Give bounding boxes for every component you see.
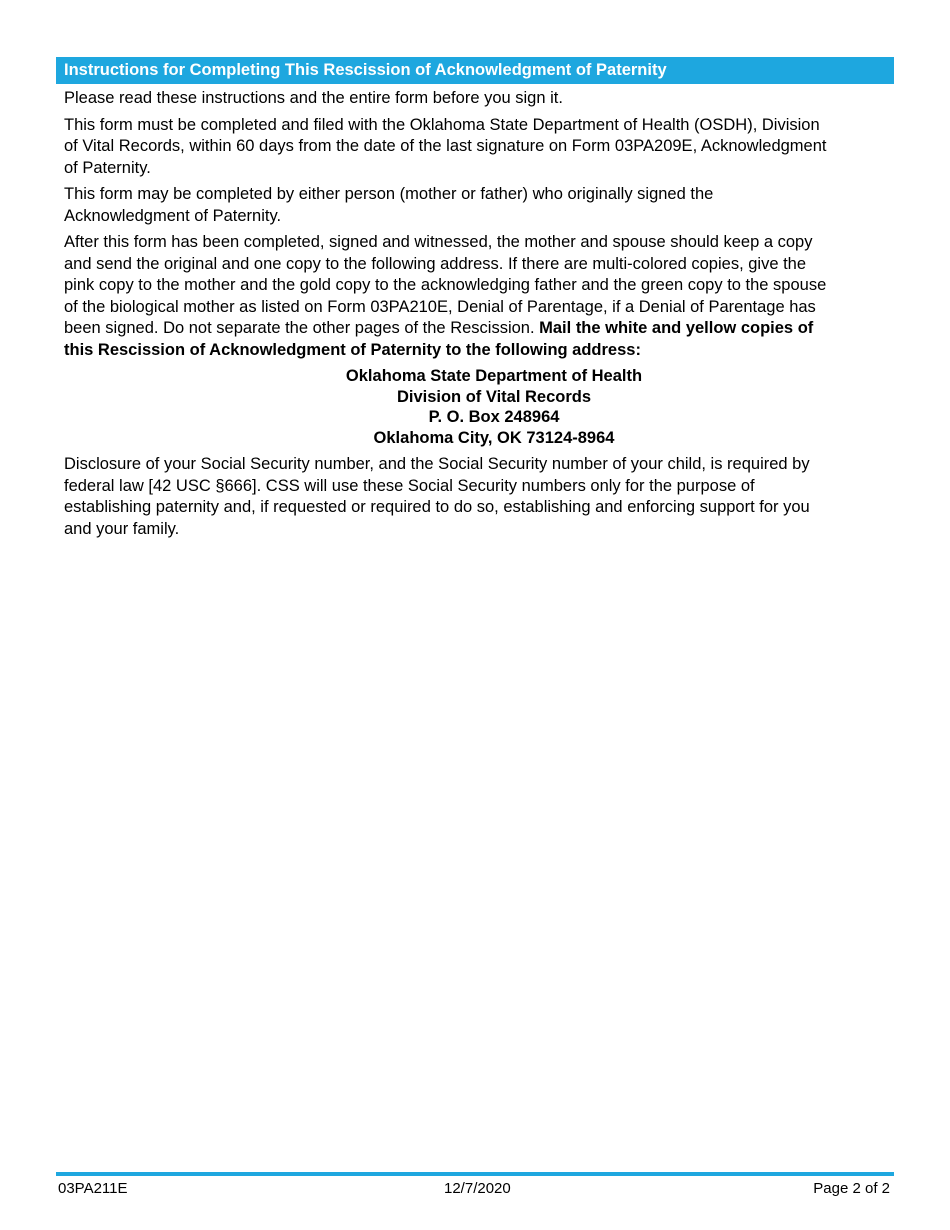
text-line: Please read these instructions and the entire form before you sign it. xyxy=(64,89,563,107)
paragraph-who-may-complete xyxy=(64,184,894,227)
paragraph-copies xyxy=(64,232,894,361)
text-line: establishing paternity and, if requested or required to do so, establishing and enforcing support for you xyxy=(64,498,810,516)
address-line: Oklahoma State Department of Health xyxy=(345,367,643,385)
text-line: This form may be completed by either person (mother or father) who originally signed the xyxy=(64,185,714,203)
footer-form-id: 03PA211E xyxy=(58,1180,128,1197)
mailing-address xyxy=(64,366,894,448)
section-header: Instructions for Completing This Rescission of Acknowledgment of Paternity xyxy=(56,57,894,84)
text-plain: been signed. Do not separate the other pages of the Rescission. xyxy=(64,319,540,337)
paragraph-filing-deadline xyxy=(64,115,894,180)
instructions-body xyxy=(64,88,894,545)
paragraph-ssn-disclosure xyxy=(64,454,894,540)
text-line: of Paternity. xyxy=(64,158,151,177)
footer-divider xyxy=(56,1172,894,1176)
address-line: Division of Vital Records xyxy=(396,387,592,406)
text-line xyxy=(64,318,894,340)
text-line: Disclosure of your Social Security number, and the Social Security number of your child, is required by xyxy=(64,455,810,473)
mail-instruction-bold: Mail the white and yellow copies of xyxy=(539,319,814,337)
text-line: and send the original and one copy to the following address. If there are multi-colored copies, give the xyxy=(64,254,807,273)
footer-date: 12/7/2020 xyxy=(444,1180,511,1197)
text-line: federal law [42 USC §666]. CSS will use these Social Security numbers only for the purpose of xyxy=(64,476,755,495)
text-line: Acknowledgment of Paternity. xyxy=(64,206,282,225)
address-line: Oklahoma City, OK 73124-8964 xyxy=(373,428,615,447)
text-line: After this form has been completed, signed and witnessed, the mother and spouse should keep a copy xyxy=(64,233,813,251)
text-line: This form must be completed and filed with the Oklahoma State Department of Health (OSDH), Division xyxy=(64,115,820,134)
mail-instruction-bold: this Rescission of Acknowledgment of Paternity to the following address: xyxy=(64,340,641,359)
text-line: of Vital Records, within 60 days from the date of the last signature on Form 03PA209E, Acknowledgment xyxy=(64,137,827,155)
text-line: pink copy to the mother and the gold copy to the acknowledging father and the green copy to the spouse xyxy=(64,276,827,294)
address-line: P. O. Box 248964 xyxy=(428,408,560,426)
text-line: of the biological mother as listed on Form 03PA210E, Denial of Parentage, if a Denial of Parentage has xyxy=(64,297,816,316)
paragraph-read-instructions xyxy=(64,88,894,110)
text-line: and your family. xyxy=(64,519,180,538)
footer-page-number: Page 2 of 2 xyxy=(813,1180,890,1197)
